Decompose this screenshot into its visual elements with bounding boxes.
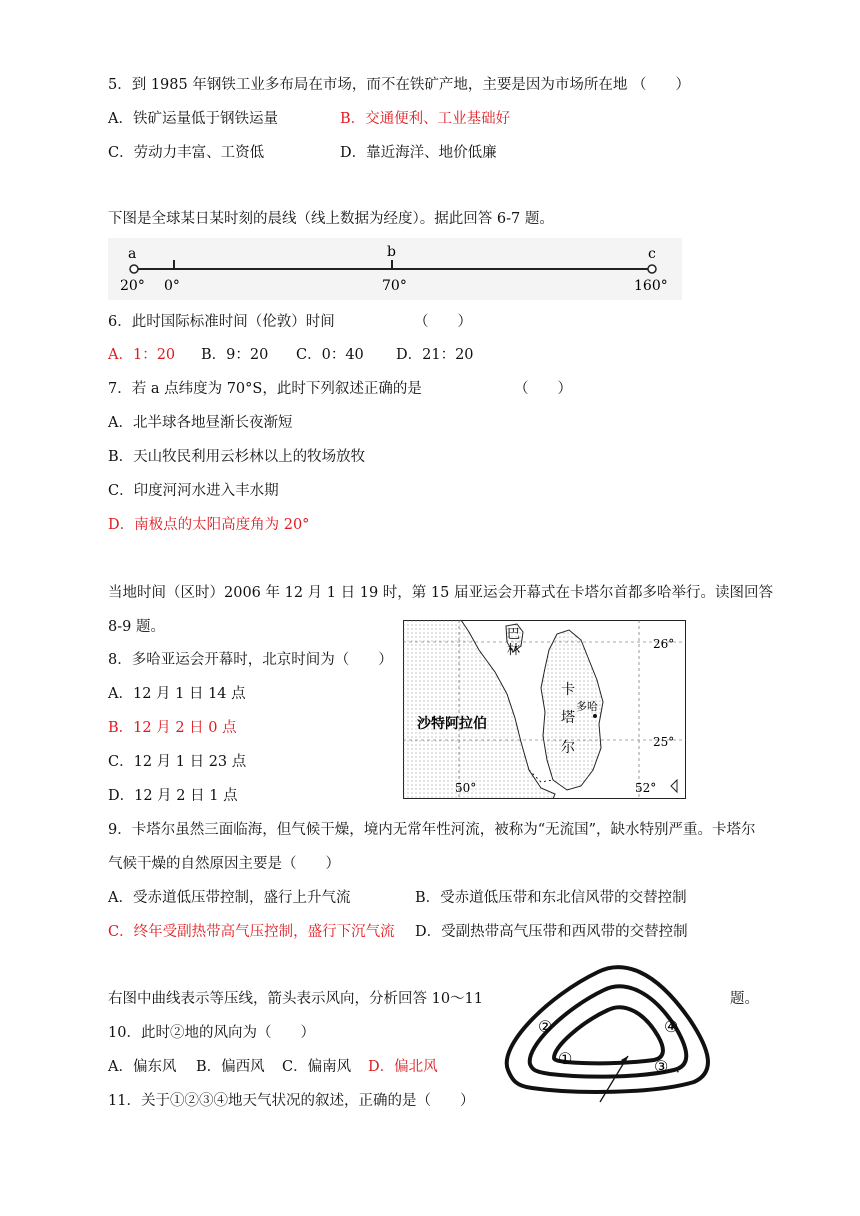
map-lat-25: 25° <box>653 735 675 749</box>
q6-option-d: D．21：20 <box>396 347 474 363</box>
intro-8-9-line1: 当地时间（区时）2006 年 12 月 1 日 19 时，第 15 届亚运会开幕式在卡塔尔首都多哈举行。读图回答 <box>108 585 773 601</box>
intro-6-7: 下图是全球某日某时刻的晨线（线上数据为经度）。据此回答 6-7 题。 <box>108 211 554 227</box>
intro-8-9-line2: 8-9 题。 <box>108 619 165 635</box>
q6-option-c: C．0：40 <box>296 347 364 363</box>
isobar-point-4: ④ <box>664 1017 679 1036</box>
point-c-label: c <box>648 246 656 262</box>
map-label-ka: 卡 <box>561 682 575 698</box>
isobar-point-1: ① <box>558 1049 573 1068</box>
intro-10-11-tail: 题。 <box>730 991 759 1007</box>
q5-option-c: C．劳动力丰富、工资低 <box>108 145 265 161</box>
q5-option-b: B．交通便利、工业基础好 <box>340 111 511 127</box>
map-label-lin: 林 <box>507 643 521 658</box>
q9-stem-line2: 气候干燥的自然原因主要是（ ） <box>108 856 340 872</box>
q10-option-c: C．偏南风 <box>282 1059 352 1075</box>
q9-option-c: C．终年受副热带高气压控制，盛行下沉气流 <box>108 924 395 940</box>
point-a-label: a <box>128 246 137 262</box>
intro-10-11: 右图中曲线表示等压线，箭头表示风向，分析回答 10～11 <box>108 991 484 1007</box>
q9-option-d: D．受副热带高气压带和西风带的交替控制 <box>415 924 688 940</box>
q8-option-c: C．12 月 1 日 23 点 <box>108 754 247 770</box>
q7-stem: 7．若 a 点纬度为 70°S，此时下列叙述正确的是 <box>108 381 422 397</box>
isobar-point-3: ③ <box>654 1057 669 1076</box>
map-label-ta: 塔 <box>561 710 575 726</box>
q6-paren: （ ） <box>414 314 472 330</box>
q8-option-a: A．12 月 1 日 14 点 <box>108 686 246 702</box>
terminator-figure <box>108 238 682 300</box>
qatar-map <box>403 620 686 799</box>
q10-option-b: B．偏西风 <box>196 1059 265 1075</box>
lon-20-label: 20° <box>120 278 145 294</box>
q7-paren: （ ） <box>514 381 572 397</box>
q8-stem: 8．多哈亚运会开幕时，北京时间为（ ） <box>108 652 393 668</box>
q7-option-c: C．印度河河水进入丰水期 <box>108 483 279 499</box>
q7-option-d: D．南极点的太阳高度角为 20° <box>108 517 310 533</box>
lon-160-label: 160° <box>634 278 668 294</box>
isobar-point-2: ② <box>538 1017 553 1036</box>
q5-option-d: D．靠近海洋、地价低廉 <box>340 145 497 161</box>
q8-option-b: B．12 月 2 日 0 点 <box>108 720 237 736</box>
map-label-saudi: 沙特阿拉伯 <box>417 716 487 732</box>
q11-stem: 11．关于①②③④地天气状况的叙述，正确的是（ ） <box>108 1093 475 1109</box>
q9-option-a: A．受赤道低压带控制，盛行上升气流 <box>108 890 351 906</box>
map-lon-50: 50° <box>455 781 477 795</box>
svg-text:·: · <box>676 1065 680 1079</box>
q8-option-d: D．12 月 2 日 1 点 <box>108 788 238 804</box>
q7-option-a: A．北半球各地昼渐长夜渐短 <box>108 415 293 431</box>
q9-option-b: B．受赤道低压带和东北信风带的交替控制 <box>415 890 687 906</box>
isobar-figure <box>494 960 718 1110</box>
map-label-er: 尔 <box>561 740 575 756</box>
q5-option-a: A．铁矿运量低于钢铁运量 <box>108 111 278 127</box>
doha-marker <box>593 714 597 718</box>
q10-stem: 10．此时②地的风向为（ ） <box>108 1025 315 1041</box>
q6-stem: 6．此时国际标准时间（伦敦）时间 <box>108 314 335 330</box>
q10-option-d: D．偏北风 <box>368 1059 438 1075</box>
q7-option-b: B．天山牧民利用云杉林以上的牧场放牧 <box>108 449 366 465</box>
svg-text:·: · <box>534 1037 538 1051</box>
map-lon-52: 52° <box>635 781 657 795</box>
lon-0-label: 0° <box>164 278 180 294</box>
svg-text:·: · <box>680 1031 684 1045</box>
q6-option-a: A．1：20 <box>108 347 176 363</box>
q10-option-a: A．偏东风 <box>108 1059 177 1075</box>
map-label-ba: 巴 <box>507 627 521 642</box>
map-label-doha: 多哈 <box>576 700 598 713</box>
lon-70-label: 70° <box>382 278 407 294</box>
map-lat-26: 26° <box>653 637 675 651</box>
q5-stem: 5．到 1985 年钢铁工业多布局在市场，而不在铁矿产地，主要是因为市场所在地 （ ） <box>108 77 690 93</box>
q9-stem-line1: 9．卡塔尔虽然三面临海，但气候干燥，境内无常年性河流，被称为“无流国”，缺水特别严重。卡塔尔 <box>108 822 756 838</box>
q6-option-b: B．9：20 <box>201 347 269 363</box>
point-b-label: b <box>387 244 396 260</box>
